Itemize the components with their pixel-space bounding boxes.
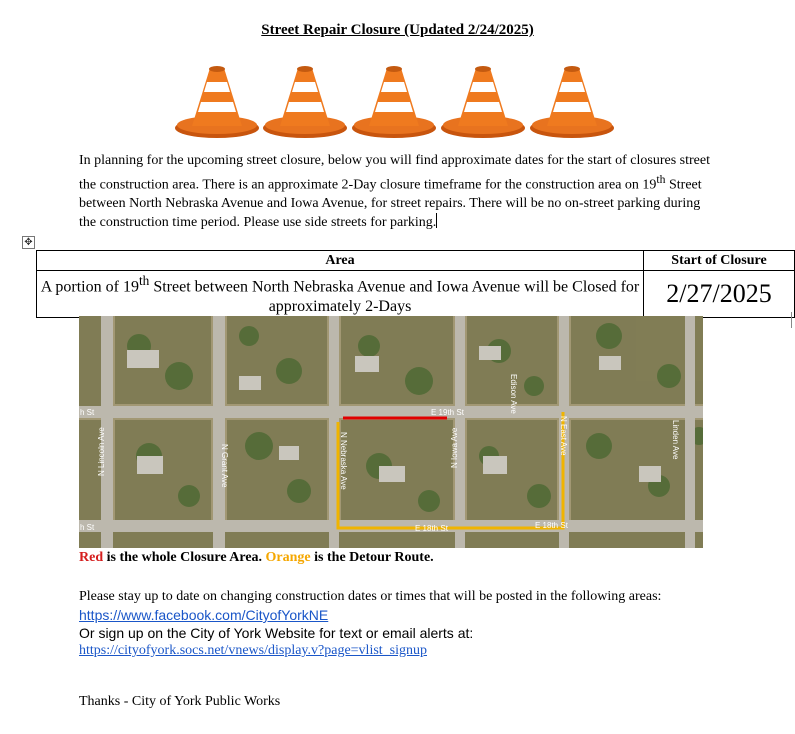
start-date-cell[interactable]: 2/27/2025 bbox=[644, 271, 795, 318]
table-resize-handle[interactable] bbox=[791, 312, 792, 328]
thanks-footer: Thanks - City of York Public Works bbox=[79, 694, 281, 709]
start-header: Start of Closure bbox=[644, 251, 795, 271]
area-superscript: th bbox=[138, 273, 150, 288]
intro-text-1: In planning for the upcoming street closure, below you will find approximate dates for the start of closures street the construction area. There is an approximate 2-Day closure timeframe for the construction area on 19 bbox=[79, 153, 710, 193]
map-label-edison: Edison Ave bbox=[509, 374, 518, 414]
map-label-linden: Linden Ave bbox=[671, 420, 680, 460]
map-legend bbox=[79, 550, 434, 566]
traffic-cones-banner bbox=[172, 62, 622, 142]
stay-updated-text: Please stay up to date on changing construction dates or times that will be posted in the following areas: bbox=[79, 589, 662, 604]
table-move-handle-icon[interactable]: ✥ bbox=[22, 236, 35, 249]
map-label-e18-right: E 18th St bbox=[535, 521, 568, 530]
signup-text: Or sign up on the City of York Website for text or email alerts at: bbox=[79, 625, 474, 641]
traffic-cone-icon bbox=[260, 62, 350, 142]
map-label-nebraska: N Nebraska Ave bbox=[339, 432, 348, 490]
facebook-link[interactable]: https://www.facebook.com/CityofYorkNE bbox=[79, 607, 329, 623]
traffic-cone-icon bbox=[172, 62, 262, 142]
map-label-e19: E 19th St bbox=[431, 408, 464, 417]
legend-red-word: Red bbox=[79, 550, 104, 565]
map-label-iowa: N Iowa Ave bbox=[450, 427, 459, 468]
text-cursor bbox=[436, 213, 437, 228]
area-text-2: Street between North Nebraska Avenue and Iowa Avenue will be Closed for approximately 2-Days bbox=[149, 278, 640, 316]
traffic-cone-icon bbox=[527, 62, 617, 142]
info-section bbox=[79, 588, 719, 660]
closure-table bbox=[36, 250, 795, 318]
table-header-row bbox=[37, 251, 795, 271]
legend-text-2: is the Detour Route. bbox=[310, 550, 434, 565]
area-cell[interactable] bbox=[37, 271, 644, 318]
map-blocks bbox=[79, 316, 703, 548]
legend-text-1: is the whole Closure Area. bbox=[103, 550, 266, 565]
signup-link[interactable]: https://cityofyork.socs.net/vnews/display.v?page=vlist_signup bbox=[79, 643, 428, 658]
intro-text-2: Street between North Nebraska Avenue and Iowa Avenue, for street repairs. There will be no on-street parking during the construction time period. Please use side streets for parking. bbox=[79, 177, 702, 231]
traffic-cone-icon bbox=[438, 62, 528, 142]
map-label-grant: N Grant Ave bbox=[220, 444, 229, 488]
legend-orange-word: Orange bbox=[265, 550, 311, 565]
map-label-st-bottom: h St bbox=[80, 523, 95, 532]
intro-paragraph[interactable] bbox=[79, 152, 719, 233]
map-label-e18-left: E 18th St bbox=[415, 524, 448, 533]
area-header: Area bbox=[37, 251, 644, 271]
map-label-st-top: h St bbox=[80, 408, 95, 417]
table-row bbox=[37, 271, 795, 318]
map-label-east: N East Ave bbox=[559, 416, 568, 456]
document-title: Street Repair Closure (Updated 2/24/2025) bbox=[261, 22, 534, 38]
closure-map bbox=[79, 316, 703, 548]
map-label-lincoln: N Lincoln Ave bbox=[97, 427, 106, 476]
traffic-cone-icon bbox=[349, 62, 439, 142]
area-text-1: A portion of 19 bbox=[40, 278, 139, 296]
intro-superscript: th bbox=[656, 172, 666, 186]
